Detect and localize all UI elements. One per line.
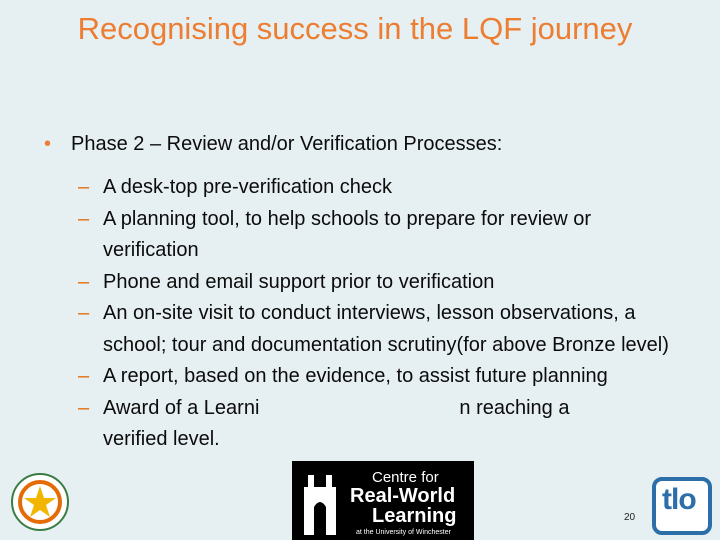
sub-bullet-list [78, 172, 678, 456]
dash: – [78, 207, 90, 230]
list-item: – A report, based on the evidence, to assist future planning [78, 361, 678, 393]
tlo-logo: tlo [652, 477, 712, 535]
dash: – [78, 396, 90, 419]
list-item: – A planning tool, to help schools to prepare for review or verification [78, 204, 678, 267]
list-item: – Award of a Learni n reaching a verified level. [78, 393, 678, 456]
list-item: – Phone and email support prior to verification [78, 267, 678, 299]
phase-bullet [44, 133, 502, 156]
lqf-logo [10, 472, 70, 532]
slide-title: Recognising success in the LQF journey [77, 11, 633, 46]
dash: – [78, 302, 90, 324]
list-item: – An on-site visit to conduct interviews, lesson observations, a school; tour and documentation scrutiny(for above Bronze level) [78, 298, 678, 361]
page-number: 20 [624, 512, 636, 523]
bullet-dot: • [44, 133, 52, 155]
dash: – [78, 270, 90, 293]
list-item: – A desk-top pre-verification check [78, 172, 678, 204]
building-icon [298, 467, 342, 535]
dash: – [78, 365, 90, 387]
dash: – [78, 176, 90, 198]
last-line: verified level. [103, 428, 220, 450]
phase-text: Phase 2 – Review and/or Verification Processes: [71, 133, 503, 155]
crwl-logo: Centre for Real-World Learning at the University of Winchester [292, 461, 474, 540]
